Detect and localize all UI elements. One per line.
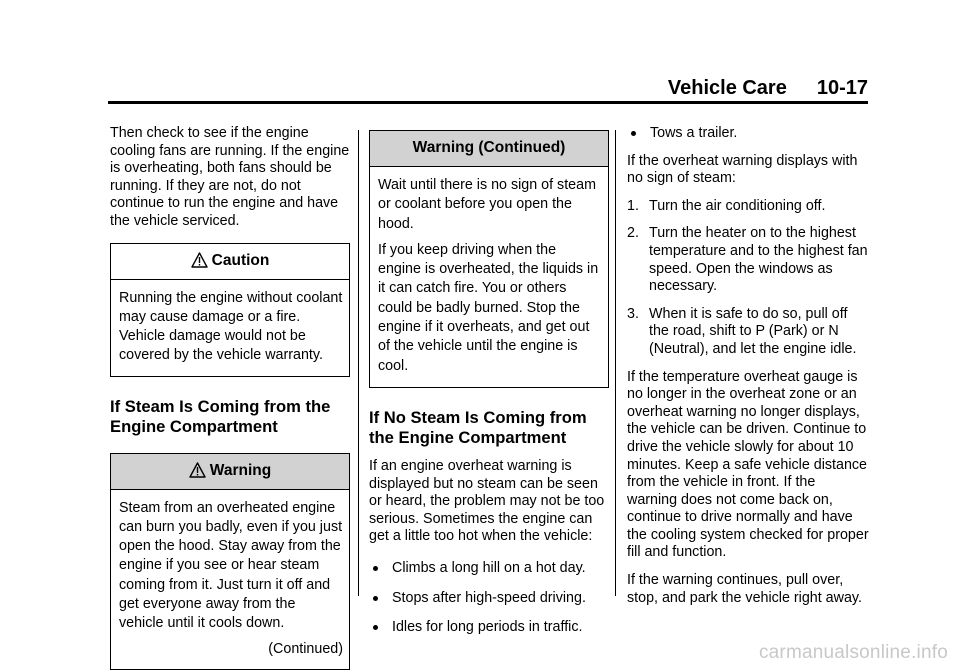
section-heading-steam: If Steam Is Coming from the Engine Compartment (110, 396, 331, 436)
bullet-icon (373, 566, 378, 571)
gauge-paragraph: If the temperature overheat gauge is no longer in the overheat zone or an overheat warning no longer displays, the vehicle can be driven. Continue to drive the vehicle slowly for about 10 minutes. Keep a safe vehicle distance from the vehicle in front. If the warning does not come back on, continue to drive normally and have the cooling system checked for proper fill and function. (627, 368, 869, 561)
column-divider (615, 130, 616, 596)
page-header (108, 76, 868, 100)
list-item: Stops after high-speed driving. (369, 590, 609, 608)
column-1 (110, 125, 350, 670)
section-title: Vehicle Care (667, 77, 787, 99)
continues-paragraph: If the warning continues, pull over, stop, and park the vehicle right away. (627, 572, 862, 606)
no-steam-intro: If an engine overheat warning is displayed but no steam can be seen or heard, the problem may not be too serious. Sometimes the engine can get a little too hot when the vehicle: (369, 457, 605, 545)
column-divider (358, 130, 359, 596)
warning-title (111, 454, 349, 490)
caution-label: Caution (211, 251, 270, 269)
caution-body (111, 280, 349, 376)
continued-label: (Continued) (268, 640, 343, 657)
caution-text: Running the engine without coolant may cause damage or a fire. Vehicle damage would not be covered by the vehicle warranty. (119, 289, 343, 363)
step-item: 2. Turn the heater on to the highest temperature and to the highest fan speed. Open the windows as necessary. (627, 225, 868, 295)
steps-list (627, 198, 869, 359)
header-rule (108, 101, 868, 104)
warning-continued-text-2: If you keep driving when the engine is overheated, the liquids in it can catch fire. You or others could be badly burned. Stop the engine if it overheats, and get out of the vehicle until the engine is cool. (378, 241, 599, 374)
warning-continued-text-1: Wait until there is no sign of steam or coolant before you open the hood. (378, 177, 596, 232)
tow-list (627, 125, 869, 143)
section-heading-no-steam: If No Steam Is Coming from the Engine Compartment (369, 407, 587, 447)
conditions-list (369, 560, 609, 637)
bullet-icon (631, 131, 636, 136)
step-item: 1. Turn the air conditioning off. (627, 197, 826, 214)
column-2 (369, 125, 609, 649)
caution-title (111, 244, 349, 280)
column-3 (627, 125, 869, 617)
caution-box (110, 243, 350, 377)
warning-label: Warning (209, 461, 272, 479)
step-item: 3. When it is safe to do so, pull off the road, shift to P (Park) or N (Neutral), and let the engine idle. (627, 305, 857, 357)
intro-paragraph: Then check to see if the engine cooling fans are running. If the engine is overheating, both fans should be running. If they are not, do not continue to run the engine and have the vehicle serviced. (110, 125, 350, 229)
warning-box (110, 453, 350, 671)
watermark-text: carmanualsonline.info (758, 642, 948, 663)
warning-triangle-icon (189, 462, 206, 478)
warning-continued-box (369, 130, 609, 388)
bullet-icon (373, 625, 378, 630)
no-steam-steps-intro: If the overheat warning displays with no sign of steam: (627, 152, 858, 187)
warning-body (111, 490, 349, 670)
list-item: Idles for long periods in traffic. (369, 619, 609, 637)
page-number: 10-17 (816, 77, 868, 99)
warning-continued-title: Warning (Continued) (370, 131, 608, 167)
warning-triangle-icon (191, 252, 208, 268)
warning-continued-body (370, 167, 608, 387)
bullet-icon (373, 596, 378, 601)
warning-text: Steam from an overheated engine can burn you badly, even if you just open the hood. Stay away from the engine if you see or hear steam coming from it. Just turn it off and get everyone away from the vehicle until it cools down. (119, 499, 343, 632)
list-item: Climbs a long hill on a hot day. (369, 560, 609, 578)
list-item: Tows a trailer. (627, 125, 869, 143)
